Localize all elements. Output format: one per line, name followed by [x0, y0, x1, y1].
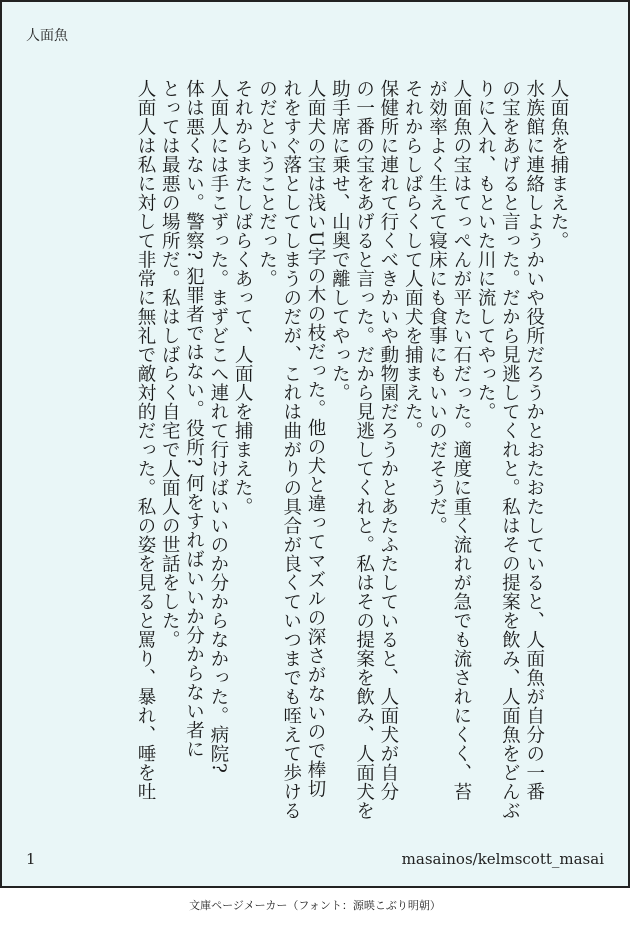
text-line: 体は悪くない。警察? 犯罪者ではない。役所? 何をすればいいか分からない者に — [183, 79, 205, 759]
page-number: 1 — [26, 850, 36, 868]
text-line: が効率よく生えて寝床にも食事にもいいのだそうだ。 — [426, 79, 448, 535]
text-line: の一番の宝をあげると言った。だから見逃してくれと。私はその提案を飲み、人面犬を — [353, 79, 375, 820]
text-line: 人面犬の宝は浅いU字の木の枝だった。他の犬と違ってマズルの深さがないので棒切 — [305, 79, 327, 799]
text-line: 保健所に連れて行くべきかいや動物園だろうかとあたふたしていると、人面犬が自分 — [377, 79, 399, 801]
text-line: の宝をあげると言った。だから見逃してくれと。私はその提案を飲み、人面魚をどんぶ — [499, 79, 521, 820]
vertical-body-text — [133, 79, 570, 849]
text-line: 水族館に連絡しようかいや役所だろうかとおたおたしていると、人面魚が自分の一番 — [523, 79, 545, 801]
text-line: 人面魚の宝はてっぺんが平たい石だった。適度に重く流れが急でも流されにくく、苔 — [450, 79, 472, 801]
text-line: りに入れ、もといた川に流してやった。 — [475, 79, 497, 421]
text-line: 助手席に乗せ、山奥で離してやった。 — [329, 79, 351, 402]
text-line: のだということだった。 — [256, 79, 278, 288]
text-line: とっては最悪の場所だ。私はしばらく自宅で人面人の世話をした。 — [159, 79, 181, 649]
text-line: 人面人は私に対して非常に無礼で敵対的だった。私の姿を見ると罵り、暴れ、唾を吐 — [134, 79, 156, 801]
generator-caption: 文庫ページメーカー（フォント：源暎こぶり明朝） — [189, 899, 441, 912]
text-line: 人面人には手こずった。まずどこへ連れて行けばいいのか分からなかった。病院? — [207, 79, 229, 774]
text-line: 人面魚を捕まえた。 — [548, 79, 569, 250]
text-line: それからしばらくして人面犬を捕まえた。 — [402, 79, 424, 440]
author-credit: masainos/kelmscott_masai — [401, 850, 604, 868]
text-line: れをすぐ落としてしまうのだが、これは曲がりの具合が良くていつまでも咥えて歩ける — [280, 79, 302, 820]
running-head-title: 人面魚 — [26, 28, 68, 44]
text-line: それからまたしばらくあって、人面人を捕まえた。 — [232, 79, 254, 516]
